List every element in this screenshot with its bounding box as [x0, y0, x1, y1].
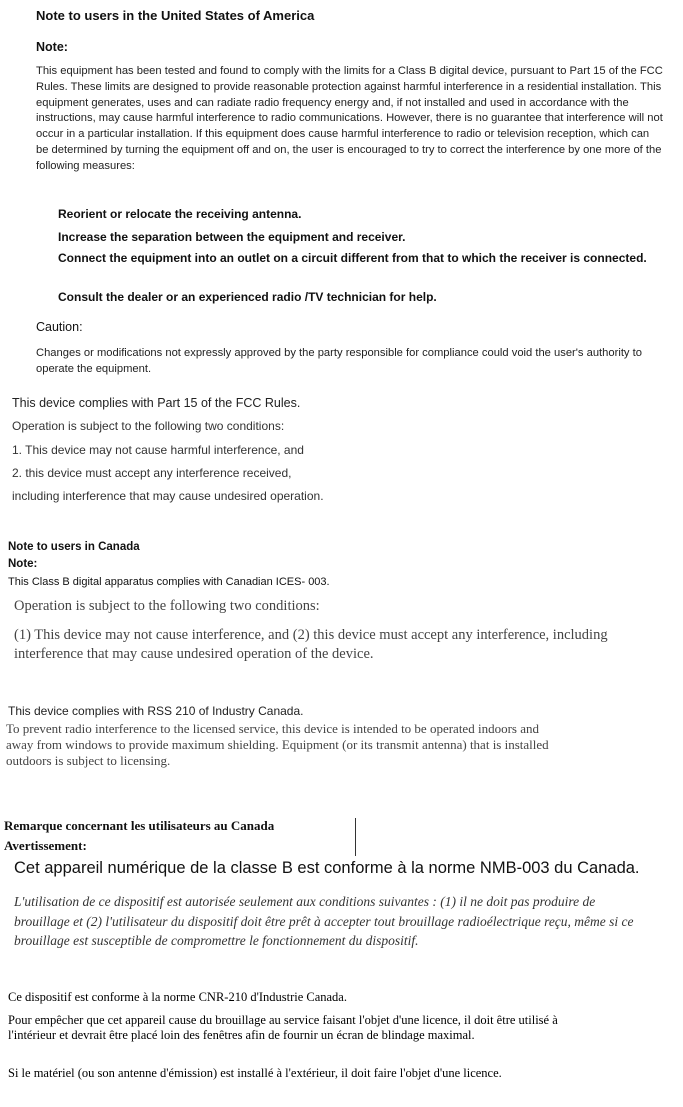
fcc-line: This device complies with Part 15 of the FCC Rules.: [12, 396, 301, 410]
canada-fr-nmb-text: Cet appareil numérique de la classe B est conforme à la norme NMB-003 du Canada.: [14, 859, 640, 877]
fcc-line: Operation is subject to the following two conditions:: [12, 419, 285, 433]
us-fcc-paragraph: This equipment has been tested and found to comply with the limits for a Class B digital device, pursuant to Part 15 of the FCC Rules. These limits are designed to provide reasonable protection against harmful interference in a residential installation. This equipment generates, uses and can radiate radio frequency energy and, if not installed and used in accordance with the instructions, may cause harmful interference to radio communications. However, there is no guarantee that interference will not occur in a particular installation. If this equipment does cause harmful interference to radio or television reception, which can be determined by turning the equipment off and on, the user is encouraged to try to correct the interference by one more of the following measures:: [36, 65, 663, 172]
fcc-line: including interference that may cause undesired operation.: [12, 489, 324, 503]
measure-item: Consult the dealer or an experienced radio /TV technician for help.: [58, 290, 437, 304]
vertical-divider: [355, 818, 356, 856]
fcc-line: 2. this device must accept any interference received,: [12, 466, 292, 480]
canada-prevent-text: To prevent radio interference to the licensed service, this device is intended to be operated indoors and away from windows to provide maximum shielding. Equipment (or its transmit antenna) that is installed outdoors is subject to licensing.: [6, 721, 549, 768]
measure-item: Reorient or relocate the receiving antenna.: [58, 207, 302, 221]
us-caution-text: Changes or modifications not expressly approved by the party responsible for compliance could void the user's authority to operate the equipment.: [36, 347, 642, 375]
measure-item: Connect the equipment into an outlet on a circuit different from that to which the receiver is connected.: [58, 251, 647, 265]
measure-item: Increase the separation between the equipment and receiver.: [58, 230, 406, 244]
us-caution-label: Caution:: [36, 320, 83, 334]
canada-conditions-text: (1) This device may not cause interference, and (2) this device must accept any interference, including interference that may cause undesired operation of the device.: [14, 627, 608, 662]
canada-operation-text: Operation is subject to the following two conditions:: [14, 598, 320, 614]
canada-fr-avertissement-label: Avertissement:: [4, 838, 87, 853]
us-note-label: Note:: [36, 40, 68, 54]
canada-ices-text: This Class B digital apparatus complies with Canadian ICES- 003.: [8, 576, 330, 588]
fcc-line: 1. This device may not cause harmful interference, and: [12, 443, 304, 457]
us-section-heading: Note to users in the United States of America: [36, 8, 315, 23]
canada-fr-conditions-text: L'utilisation de ce dispositif est autorisée seulement aux conditions suivantes : (1) il ne doit pas produire de brouillage et (2) l'utilisateur du dispositif doit être prêt à accepter tout brouillage radioélectrique reçu, même si ce brouillage est susceptible de compromettre le fonctionnement du dispositif.: [14, 894, 634, 948]
canada-fr-cnr-text: Ce dispositif est conforme à la norme CNR-210 d'Industrie Canada.: [8, 990, 347, 1004]
canada-fr-heading: Remarque concernant les utilisateurs au Canada: [4, 818, 275, 833]
canada-fr-prevent-text: Pour empêcher que cet appareil cause du brouillage au service faisant l'objet d'une licence, il doit être utilisé à l'intérieur et devrait être placé loin des fenêtres afin de fournir un écran de blindage maximal.: [8, 1013, 558, 1042]
canada-note-label: Note:: [8, 558, 38, 570]
canada-rss-text: This device complies with RSS 210 of Industry Canada.: [8, 704, 304, 718]
canada-section-heading: Note to users in Canada: [8, 541, 140, 553]
canada-fr-outdoor-text: Si le matériel (ou son antenne d'émission) est installé à l'extérieur, il doit faire l'objet d'une licence.: [8, 1066, 502, 1080]
